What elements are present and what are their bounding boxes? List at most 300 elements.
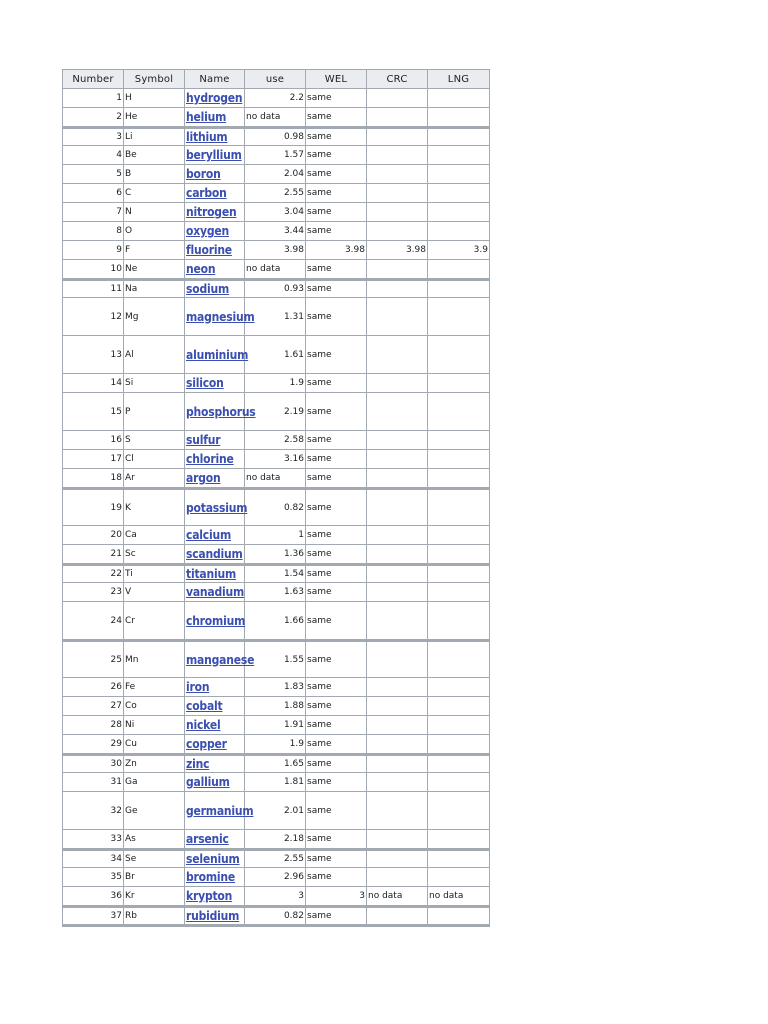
element-link[interactable]: lithium: [186, 130, 228, 144]
cell-wel: same: [306, 450, 367, 469]
cell-name[interactable]: [185, 469, 245, 488]
cell-wel: same: [306, 203, 367, 222]
cell-number: 12: [63, 298, 124, 336]
cell-number: 31: [63, 773, 124, 792]
cell-crc: [367, 222, 428, 241]
cell-number: 8: [63, 222, 124, 241]
cell-wel: same: [306, 526, 367, 545]
element-link[interactable]: bromine: [186, 870, 236, 884]
cell-use: 1.83: [245, 678, 306, 697]
table-row: [63, 564, 489, 583]
cell-use: 0.93: [245, 279, 306, 298]
cell-lng: [428, 165, 489, 184]
cell-use: 3.04: [245, 203, 306, 222]
header-use[interactable]: use: [245, 70, 306, 89]
cell-crc: [367, 374, 428, 393]
cell-name[interactable]: [185, 830, 245, 849]
table-row: [63, 906, 489, 925]
cell-use: 1.9: [245, 374, 306, 393]
cell-use: 1.81: [245, 773, 306, 792]
cell-use: no data: [245, 469, 306, 488]
cell-symbol: Cr: [124, 602, 185, 640]
cell-crc: [367, 602, 428, 640]
cell-crc: [367, 146, 428, 165]
element-link[interactable]: calcium: [186, 528, 232, 542]
cell-crc: [367, 469, 428, 488]
element-link[interactable]: magnesium: [186, 309, 255, 324]
cell-symbol: As: [124, 830, 185, 849]
cell-use: 1.55: [245, 640, 306, 678]
cell-lng: [428, 716, 489, 735]
cell-crc: [367, 678, 428, 697]
element-link[interactable]: selenium: [186, 852, 240, 866]
cell-number: 26: [63, 678, 124, 697]
cell-name[interactable]: [185, 165, 245, 184]
cell-lng: [428, 431, 489, 450]
cell-crc: [367, 830, 428, 849]
element-link[interactable]: fluorine: [186, 243, 232, 257]
cell-use: 1.66: [245, 602, 306, 640]
cell-use: 1.61: [245, 336, 306, 374]
cell-crc: [367, 564, 428, 583]
cell-symbol: Zn: [124, 754, 185, 773]
cell-name[interactable]: [185, 241, 245, 260]
element-link[interactable]: hydrogen: [186, 91, 243, 105]
cell-use: 1.65: [245, 754, 306, 773]
cell-crc: [367, 203, 428, 222]
cell-number: 25: [63, 640, 124, 678]
cell-wel: same: [306, 792, 367, 830]
table-row: [63, 830, 489, 849]
cell-number: 19: [63, 488, 124, 526]
cell-symbol: He: [124, 108, 185, 127]
table-row: [63, 526, 489, 545]
cell-crc: [367, 336, 428, 374]
cell-use: 3.16: [245, 450, 306, 469]
element-link[interactable]: argon: [186, 471, 221, 485]
cell-name[interactable]: [185, 849, 245, 868]
cell-number: 32: [63, 792, 124, 830]
table-row: [63, 735, 489, 754]
cell-wel: same: [306, 222, 367, 241]
cell-name[interactable]: [185, 184, 245, 203]
element-link[interactable]: vanadium: [186, 585, 245, 599]
cell-name[interactable]: [185, 754, 245, 773]
cell-wel: same: [306, 298, 367, 336]
cell-number: 18: [63, 469, 124, 488]
table-row: [63, 298, 489, 336]
cell-use: 1.91: [245, 716, 306, 735]
cell-wel: same: [306, 431, 367, 450]
cell-wel: same: [306, 735, 367, 754]
cell-use: 1.88: [245, 697, 306, 716]
cell-number: 13: [63, 336, 124, 374]
cell-lng: [428, 469, 489, 488]
cell-name[interactable]: [185, 716, 245, 735]
cell-name[interactable]: [185, 298, 255, 336]
cell-lng: [428, 203, 489, 222]
header-number[interactable]: Number: [63, 70, 124, 89]
cell-wel: same: [306, 773, 367, 792]
cell-symbol: Sc: [124, 545, 185, 564]
cell-symbol: V: [124, 583, 185, 602]
cell-name[interactable]: [185, 868, 245, 887]
cell-use: no data: [245, 108, 306, 127]
cell-name[interactable]: [185, 222, 245, 241]
cell-number: 4: [63, 146, 124, 165]
cell-name[interactable]: [185, 545, 245, 564]
cell-name[interactable]: [185, 279, 245, 298]
cell-wel: same: [306, 583, 367, 602]
cell-lng: [428, 773, 489, 792]
cell-wel: same: [306, 564, 367, 583]
table-row: [63, 184, 489, 203]
cell-lng: [428, 393, 489, 431]
cell-name[interactable]: [185, 906, 245, 925]
cell-number: 7: [63, 203, 124, 222]
cell-lng: [428, 545, 489, 564]
cell-number: 20: [63, 526, 124, 545]
cell-number: 11: [63, 279, 124, 298]
table-row: [63, 279, 489, 298]
cell-use: no data: [245, 260, 306, 279]
cell-name[interactable]: [185, 583, 245, 602]
element-link[interactable]: germanium: [186, 803, 254, 818]
cell-symbol: O: [124, 222, 185, 241]
cell-wel: same: [306, 108, 367, 127]
element-link[interactable]: titanium: [186, 567, 237, 581]
cell-number: 16: [63, 431, 124, 450]
element-link[interactable]: phosphorus: [186, 404, 256, 419]
header-name[interactable]: Name: [185, 70, 245, 89]
cell-use: 3: [245, 887, 306, 906]
cell-use: 1.36: [245, 545, 306, 564]
cell-symbol: Ca: [124, 526, 185, 545]
cell-number: 23: [63, 583, 124, 602]
table-row: [63, 165, 489, 184]
element-link[interactable]: zinc: [186, 757, 210, 771]
cell-lng: [428, 184, 489, 203]
element-link[interactable]: sodium: [186, 282, 230, 296]
table-body: [63, 89, 489, 925]
cell-wel: same: [306, 336, 367, 374]
cell-name[interactable]: [185, 450, 245, 469]
cell-number: 24: [63, 602, 124, 640]
cell-name[interactable]: [185, 697, 245, 716]
cell-number: 17: [63, 450, 124, 469]
cell-crc: [367, 526, 428, 545]
element-link[interactable]: helium: [186, 110, 227, 124]
cell-number: 33: [63, 830, 124, 849]
cell-number: 1: [63, 89, 124, 108]
cell-name[interactable]: [185, 792, 254, 830]
header-symbol[interactable]: Symbol: [124, 70, 185, 89]
cell-wel: same: [306, 165, 367, 184]
cell-symbol: Al: [124, 336, 185, 374]
element-link[interactable]: chromium: [186, 613, 246, 628]
cell-name[interactable]: [185, 89, 245, 108]
cell-wel: same: [306, 469, 367, 488]
table-row: [63, 260, 489, 279]
cell-lng: [428, 754, 489, 773]
cell-crc: [367, 697, 428, 716]
cell-wel: same: [306, 849, 367, 868]
cell-lng: [428, 127, 489, 146]
cell-number: 2: [63, 108, 124, 127]
cell-crc: [367, 488, 428, 526]
table-row: [63, 431, 489, 450]
cell-wel: same: [306, 640, 367, 678]
table-row: [63, 583, 489, 602]
cell-crc: [367, 165, 428, 184]
cell-crc: [367, 735, 428, 754]
element-link[interactable]: potassium: [186, 500, 248, 515]
cell-use: 0.82: [245, 488, 306, 526]
cell-wel: same: [306, 716, 367, 735]
cell-lng: [428, 89, 489, 108]
table-row: [63, 450, 489, 469]
cell-crc: [367, 298, 428, 336]
cell-wel: same: [306, 697, 367, 716]
table-row: [63, 678, 489, 697]
element-link[interactable]: manganese: [186, 652, 255, 667]
cell-lng: [428, 697, 489, 716]
cell-symbol: Be: [124, 146, 185, 165]
cell-lng: [428, 564, 489, 583]
cell-lng: [428, 222, 489, 241]
table-row: [63, 393, 489, 431]
element-link[interactable]: gallium: [186, 775, 230, 789]
header-crc[interactable]: CRC: [367, 70, 428, 89]
cell-crc: [367, 716, 428, 735]
element-link[interactable]: beryllium: [186, 148, 242, 162]
cell-use: 2.01: [245, 792, 306, 830]
cell-symbol: Se: [124, 849, 185, 868]
table-header-row: [63, 70, 489, 89]
cell-number: 15: [63, 393, 124, 431]
cell-lng: [428, 602, 489, 640]
cell-use: 1: [245, 526, 306, 545]
cell-crc: [367, 393, 428, 431]
cell-name[interactable]: [185, 203, 245, 222]
cell-wel: same: [306, 146, 367, 165]
element-link[interactable]: arsenic: [186, 832, 229, 846]
cell-crc: [367, 431, 428, 450]
cell-symbol: Ge: [124, 792, 185, 830]
cell-symbol: Co: [124, 697, 185, 716]
element-link[interactable]: oxygen: [186, 224, 229, 238]
cell-number: 5: [63, 165, 124, 184]
cell-wel: same: [306, 279, 367, 298]
cell-number: 14: [63, 374, 124, 393]
cell-wel: same: [306, 260, 367, 279]
cell-symbol: Ar: [124, 469, 185, 488]
cell-wel: same: [306, 127, 367, 146]
cell-crc: [367, 583, 428, 602]
cell-lng: [428, 279, 489, 298]
cell-name[interactable]: [185, 887, 245, 906]
cell-use: 1.54: [245, 564, 306, 583]
cell-name[interactable]: [185, 260, 245, 279]
cell-use: 2.04: [245, 165, 306, 184]
cell-name[interactable]: [185, 393, 256, 431]
table-row: [63, 146, 489, 165]
element-link[interactable]: neon: [186, 262, 216, 276]
table-row: [63, 792, 489, 830]
cell-use: 0.82: [245, 906, 306, 925]
cell-use: 2.55: [245, 849, 306, 868]
cell-symbol: S: [124, 431, 185, 450]
table-row: [63, 336, 489, 374]
table-row: [63, 849, 489, 868]
cell-crc: [367, 849, 428, 868]
table-row: [63, 868, 489, 887]
table-row: [63, 697, 489, 716]
cell-use: 1.9: [245, 735, 306, 754]
element-link[interactable]: rubidium: [186, 909, 240, 923]
cell-lng: [428, 906, 489, 925]
cell-number: 21: [63, 545, 124, 564]
element-link[interactable]: iron: [186, 680, 210, 694]
cell-use: 2.2: [245, 89, 306, 108]
cell-symbol: Si: [124, 374, 185, 393]
element-link[interactable]: chlorine: [186, 452, 234, 466]
cell-name[interactable]: [185, 374, 245, 393]
cell-crc: [367, 184, 428, 203]
cell-lng: [428, 678, 489, 697]
cell-name[interactable]: [185, 526, 245, 545]
cell-crc: [367, 773, 428, 792]
table-row: [63, 640, 489, 678]
cell-symbol: Mg: [124, 298, 185, 336]
cell-symbol: Br: [124, 868, 185, 887]
cell-use: 3.44: [245, 222, 306, 241]
cell-name[interactable]: [185, 488, 248, 526]
cell-number: 36: [63, 887, 124, 906]
cell-use: 3.98: [245, 241, 306, 260]
cell-symbol: C: [124, 184, 185, 203]
cell-crc: [367, 279, 428, 298]
table-row: [63, 716, 489, 735]
cell-use: 1.57: [245, 146, 306, 165]
cell-use: 2.58: [245, 431, 306, 450]
cell-lng: [428, 108, 489, 127]
element-link[interactable]: cobalt: [186, 699, 223, 713]
cell-symbol: Kr: [124, 887, 185, 906]
cell-symbol: Ti: [124, 564, 185, 583]
cell-name[interactable]: [185, 773, 245, 792]
cell-name[interactable]: [185, 640, 255, 678]
element-link[interactable]: carbon: [186, 186, 227, 200]
element-link[interactable]: aluminium: [186, 347, 249, 362]
table-row: [63, 887, 489, 906]
cell-wel: same: [306, 602, 367, 640]
cell-symbol: Cl: [124, 450, 185, 469]
element-link[interactable]: scandium: [186, 547, 243, 561]
cell-name[interactable]: [185, 108, 245, 127]
table-row: [63, 754, 489, 773]
element-link[interactable]: nitrogen: [186, 205, 237, 219]
cell-lng: [428, 849, 489, 868]
table-row: [63, 374, 489, 393]
cell-name[interactable]: [185, 602, 245, 640]
cell-lng: [428, 488, 489, 526]
cell-symbol: Li: [124, 127, 185, 146]
cell-wel: same: [306, 906, 367, 925]
cell-lng: [428, 830, 489, 849]
cell-name[interactable]: [185, 735, 245, 754]
cell-number: 9: [63, 241, 124, 260]
cell-name[interactable]: [185, 146, 245, 165]
cell-symbol: Na: [124, 279, 185, 298]
table-row: [63, 222, 489, 241]
cell-lng: [428, 298, 489, 336]
cell-lng: [428, 336, 489, 374]
element-link[interactable]: nickel: [186, 718, 221, 732]
cell-number: 22: [63, 564, 124, 583]
cell-number: 28: [63, 716, 124, 735]
cell-lng: [428, 526, 489, 545]
cell-use: 0.98: [245, 127, 306, 146]
cell-crc: [367, 127, 428, 146]
cell-lng: [428, 583, 489, 602]
cell-wel: same: [306, 374, 367, 393]
cell-name[interactable]: [185, 127, 245, 146]
cell-symbol: Rb: [124, 906, 185, 925]
header-lng[interactable]: LNG: [428, 70, 489, 89]
cell-name[interactable]: [185, 564, 245, 583]
cell-name[interactable]: [185, 431, 245, 450]
cell-name[interactable]: [185, 678, 245, 697]
cell-number: 35: [63, 868, 124, 887]
cell-use: 1.63: [245, 583, 306, 602]
cell-number: 6: [63, 184, 124, 203]
cell-number: 29: [63, 735, 124, 754]
table-row: [63, 203, 489, 222]
element-link[interactable]: silicon: [186, 376, 224, 390]
cell-use: 2.55: [245, 184, 306, 203]
header-wel[interactable]: WEL: [306, 70, 367, 89]
element-link[interactable]: sulfur: [186, 433, 221, 447]
element-link[interactable]: copper: [186, 737, 227, 751]
cell-number: 34: [63, 849, 124, 868]
cell-lng: [428, 868, 489, 887]
cell-symbol: Ga: [124, 773, 185, 792]
electronegativity-table: [62, 69, 490, 927]
table-row: [63, 773, 489, 792]
cell-symbol: K: [124, 488, 185, 526]
table-row: [63, 127, 489, 146]
cell-wel: same: [306, 754, 367, 773]
cell-use: 2.96: [245, 868, 306, 887]
cell-crc: [367, 545, 428, 564]
cell-crc: [367, 868, 428, 887]
cell-name[interactable]: [185, 336, 249, 374]
cell-wel: same: [306, 184, 367, 203]
cell-symbol: Ni: [124, 716, 185, 735]
table-row: [63, 469, 489, 488]
element-link[interactable]: krypton: [186, 889, 233, 903]
cell-crc: [367, 640, 428, 678]
cell-lng: [428, 735, 489, 754]
cell-use: 1.31: [245, 298, 306, 336]
cell-lng: [428, 374, 489, 393]
cell-wel: same: [306, 545, 367, 564]
cell-wel: same: [306, 868, 367, 887]
cell-symbol: F: [124, 241, 185, 260]
element-link[interactable]: boron: [186, 167, 221, 181]
cell-use: 2.19: [245, 393, 306, 431]
